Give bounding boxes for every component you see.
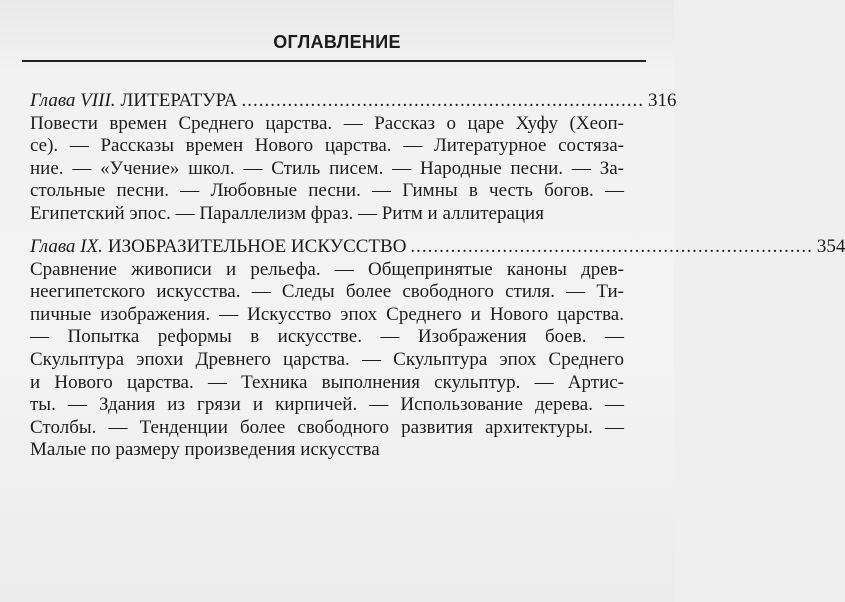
summary-line: неегипетского искусства. — Следы более свободного стиля. — Ти- [30, 281, 624, 303]
summary-line: и Нового царства. — Техника выполнения скульптур. — Артис- [30, 371, 624, 393]
chapter-title: ЛИТЕРАТУРА [120, 90, 238, 111]
summary-line: Скульптура эпохи Древнего царства. — Скульптура эпох Среднего [30, 348, 624, 370]
summary-line: Малые по размеру произведения искусства [30, 439, 380, 461]
summary-line: стольные песни. — Любовные песни. — Гимны в честь богов. — [30, 180, 624, 202]
toc-entry-chapter-8 [30, 90, 677, 226]
summary-line: ты. — Здания из грязи и кирпичей. — Использование дерева. — [30, 394, 624, 416]
toc-entry-chapter-9 [30, 236, 845, 462]
page-title: ОГЛАВЛЕНИЕ [273, 32, 401, 52]
header-rule [22, 60, 646, 62]
leader-dots: ...................................................................... [410, 236, 813, 257]
chapter-label: Глава IX. [30, 236, 103, 257]
summary-line: Столбы. — Тенденции более свободного развития архитектуры. — [30, 416, 624, 438]
summary-line: пичные изображения. — Искусство эпох Среднего и Нового царства. [30, 303, 624, 325]
summary-line: се). — Рассказы времен Нового царства. — Литературное состяза- [30, 135, 624, 157]
summary-line: Повести времен Среднего царства. — Рассказ о царе Хуфу (Хеоп- [30, 112, 624, 134]
chapter-heading [30, 236, 845, 259]
chapter-heading [30, 90, 677, 113]
summary-line: ние. — «Учение» школ. — Стиль писем. — Народные песни. — За- [30, 157, 624, 179]
summary-line: Сравнение живописи и рельефа. — Общепринятые каноны древ- [30, 258, 624, 280]
chapter-page-number: 354 [816, 236, 845, 257]
chapter-page-number: 316 [647, 90, 677, 111]
summary-line: — Попытка реформы в искусстве. — Изображения боев. — [30, 326, 624, 348]
summary-line: Египетский эпос. — Параллелизм фраз. — Ритм и аллитерация [30, 202, 544, 224]
chapter-title: ИЗОБРАЗИТЕЛЬНОЕ ИСКУССТВО [107, 236, 407, 257]
leader-dots: ...................................................................... [241, 90, 644, 111]
chapter-label: Глава VIII. [30, 90, 116, 111]
